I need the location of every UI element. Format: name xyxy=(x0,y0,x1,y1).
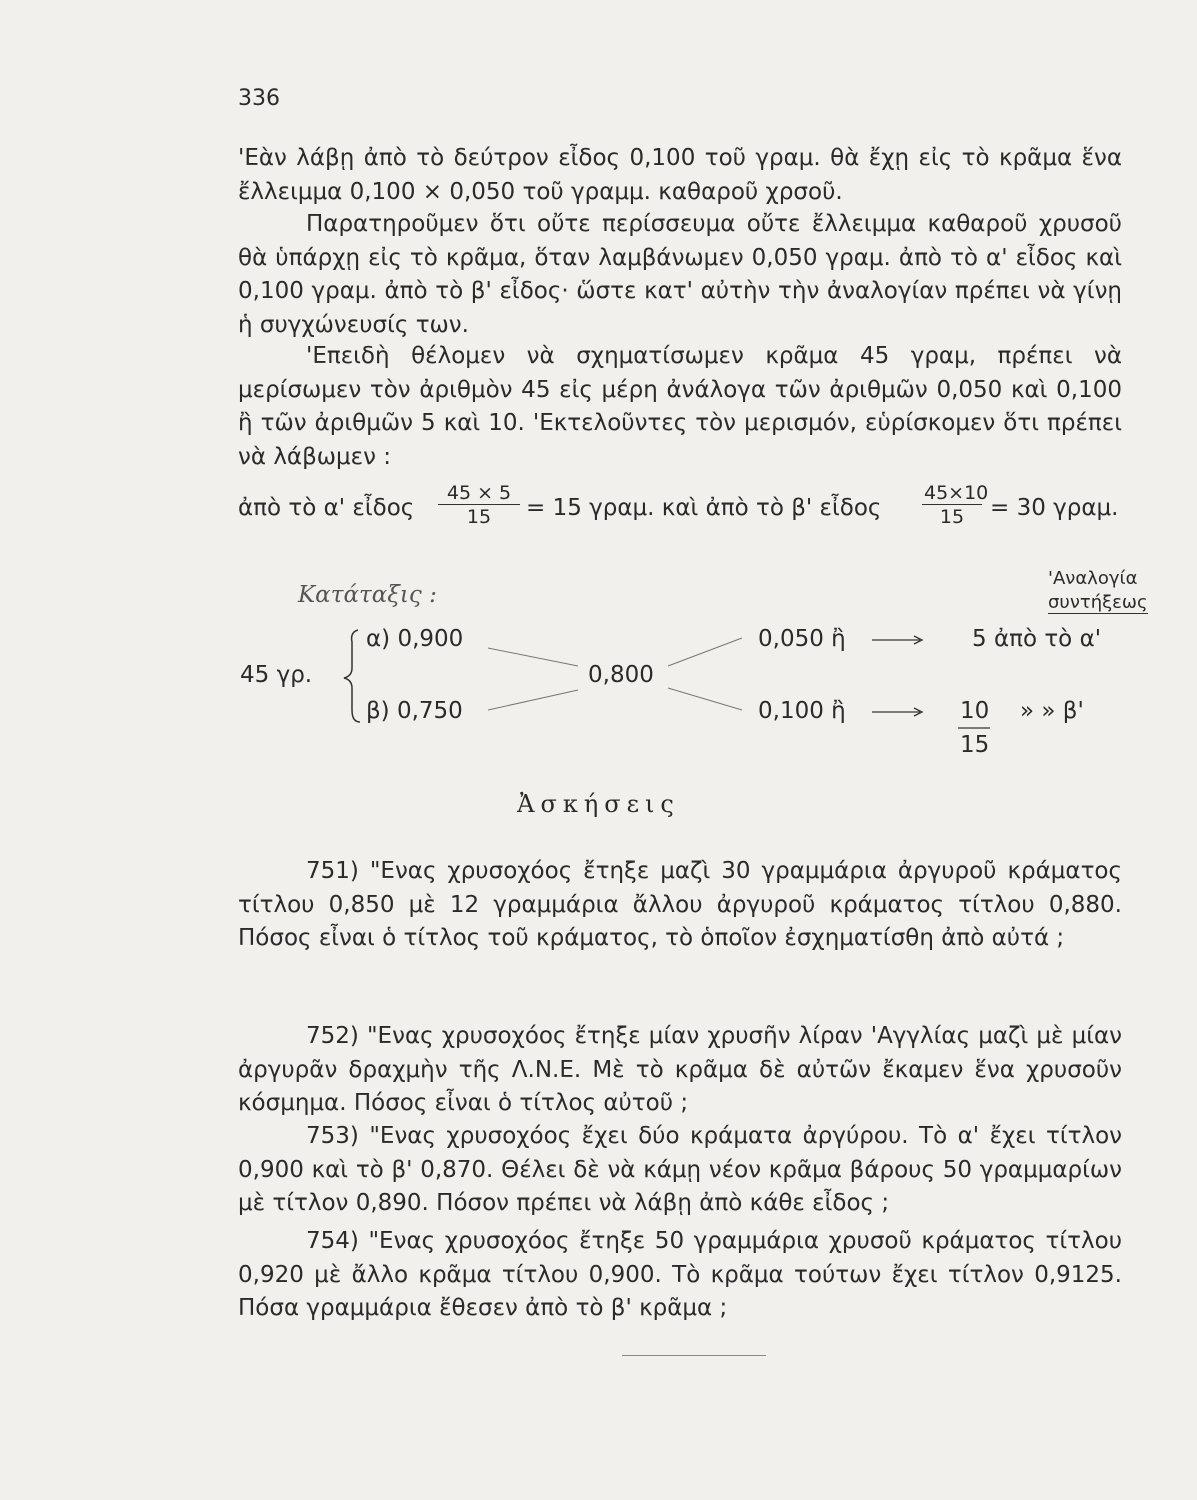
ratio-header-line-2: συντήξεως xyxy=(1048,592,1148,613)
fraction-b-numerator: 45×10 xyxy=(924,482,989,504)
ratio-result-b-numerator: 10 xyxy=(960,698,990,724)
alloy-a-title: α) 0,900 xyxy=(366,626,464,652)
paragraph-3: 'Επειδὴ θέλομεν νὰ σχηματίσωμεν κρᾶμα 45 γραμ, πρέπει νὰ μερίσωμεν τὸν ἀριθμὸν 45 εἰς μέρη ἀνάλογα τῶν ἀριθμῶν 0,050 καὶ 0,100 ἢ τῶν ἀριθμῶν 5 καὶ 10. 'Εκτελοῦντες τὸν μερισμόν, εὑρίσκομεν ὅτι πρέπει νὰ λάβωμεν : xyxy=(238,343,1122,470)
formula-part-3: = 30 γραμ. xyxy=(990,495,1119,521)
page-number: 336 xyxy=(238,86,280,111)
fraction-b-denominator: 15 xyxy=(922,504,982,529)
ratio-result-a: 5 ἀπὸ τὸ α' xyxy=(972,626,1102,652)
paragraph-1: 'Εὰν λάβῃ ἀπὸ τὸ δεύτρον εἶδος 0,100 τοῦ γραμ. θὰ ἔχῃ εἰς τὸ κρᾶμα ἕνα ἔλλειμμα 0,100 × 0,050 τοῦ γραμμ. καθαροῦ χρσοῦ. xyxy=(238,145,1122,205)
fraction-a xyxy=(438,482,520,529)
exercise-751: 751) "Ενας χρυσοχόος ἔτηξε μαζὶ 30 γραμμάρια ἀργυροῦ κράματος τίτλου 0,850 μὲ 12 γραμμάρια ἄλλου ἀργυροῦ κράματος τίτλου 0,880. Πόσος εἶναι ὁ τίτλος τοῦ κράματος, τὸ ὁποῖον ἐσχηματίσθη ἀπὸ αὐτά ; xyxy=(238,858,1122,951)
alligation-diagram xyxy=(230,560,1148,770)
alloy-b-title: β) 0,750 xyxy=(366,698,463,724)
diagram-title: Κατάταξις : xyxy=(298,582,437,608)
end-rule xyxy=(622,1355,766,1356)
ratio-header-line-1: 'Αναλογία xyxy=(1048,568,1138,589)
total-weight: 45 γρ. xyxy=(240,662,313,688)
exercise-752: 752) "Ενας χρυσοχόος ἔτηξε μίαν χρυσῆν λίραν 'Αγγλίας μαζὶ μὲ μίαν ἀργυρᾶν δραχμὴν τῆς Λ.Ν.Ε. Μὲ τὸ κρᾶμα δὲ αὐτῶν ἔκαμεν ἕνα χρυσοῦν κόσμημα. Πόσος εἶναι ὁ τίτλος αὐτοῦ ; xyxy=(238,1023,1122,1116)
target-title: 0,800 xyxy=(588,662,654,688)
fraction-a-numerator: 45 × 5 xyxy=(446,482,512,504)
paragraph-2: Παρατηροῦμεν ὅτι οὔτε περίσσευμα οὔτε ἔλλειμμα καθαροῦ χρυσοῦ θὰ ὑπάρχῃ εἰς τὸ κρᾶμα, ὅταν λαμβάνωμεν 0,050 γραμ. ἀπὸ τὸ α' εἶδος καὶ 0,100 γραμ. ἀπὸ τὸ β' εἶδος· ὥστε κατ' αὐτὴν τὴν ἀναλογίαν πρέπει νὰ γίνῃ ἡ συγχώνευσίς των. xyxy=(238,211,1122,338)
exercise-754: 754) "Ενας χρυσοχόος ἔτηξε 50 γραμμάρια χρυσοῦ κράματος τίτλου 0,920 μὲ ἄλλο κρᾶμα τίτλου 0,900. Τὸ κρᾶμα τούτων ἔχει τίτλον 0,9125. Πόσα γραμμάρια ἔθεσεν ἀπὸ τὸ β' κρᾶμα ; xyxy=(238,1228,1122,1321)
difference-a: 0,050 ἢ xyxy=(758,626,846,652)
formula-line xyxy=(238,478,1122,538)
fraction-b xyxy=(922,482,989,529)
formula-part-1: ἀπὸ τὸ α' εἶδος xyxy=(238,495,415,521)
fraction-a-denominator: 15 xyxy=(438,504,520,529)
exercise-753: 753) "Ενας χρυσοχόος ἔχει δύο κράματα ἀργύρου. Τὸ α' ἔχει τίτλον 0,900 καὶ τὸ β' 0,870. Θέλει δὲ νὰ κάμῃ νέον κρᾶμα βάρους 50 γραμμαρίων μὲ τίτλον 0,890. Πόσον πρέπει νὰ λάβῃ ἀπὸ κάθε εἶδος ; xyxy=(238,1123,1122,1216)
difference-b: 0,100 ἢ xyxy=(758,698,846,724)
ratio-result-b-denominator: 15 xyxy=(960,732,990,758)
exercises-heading: Ἀσκήσεις xyxy=(517,790,680,818)
formula-part-2: = 15 γραμ. καὶ ἀπὸ τὸ β' εἶδος xyxy=(526,495,882,521)
ratio-result-b-tail: » » β' xyxy=(1020,698,1084,724)
